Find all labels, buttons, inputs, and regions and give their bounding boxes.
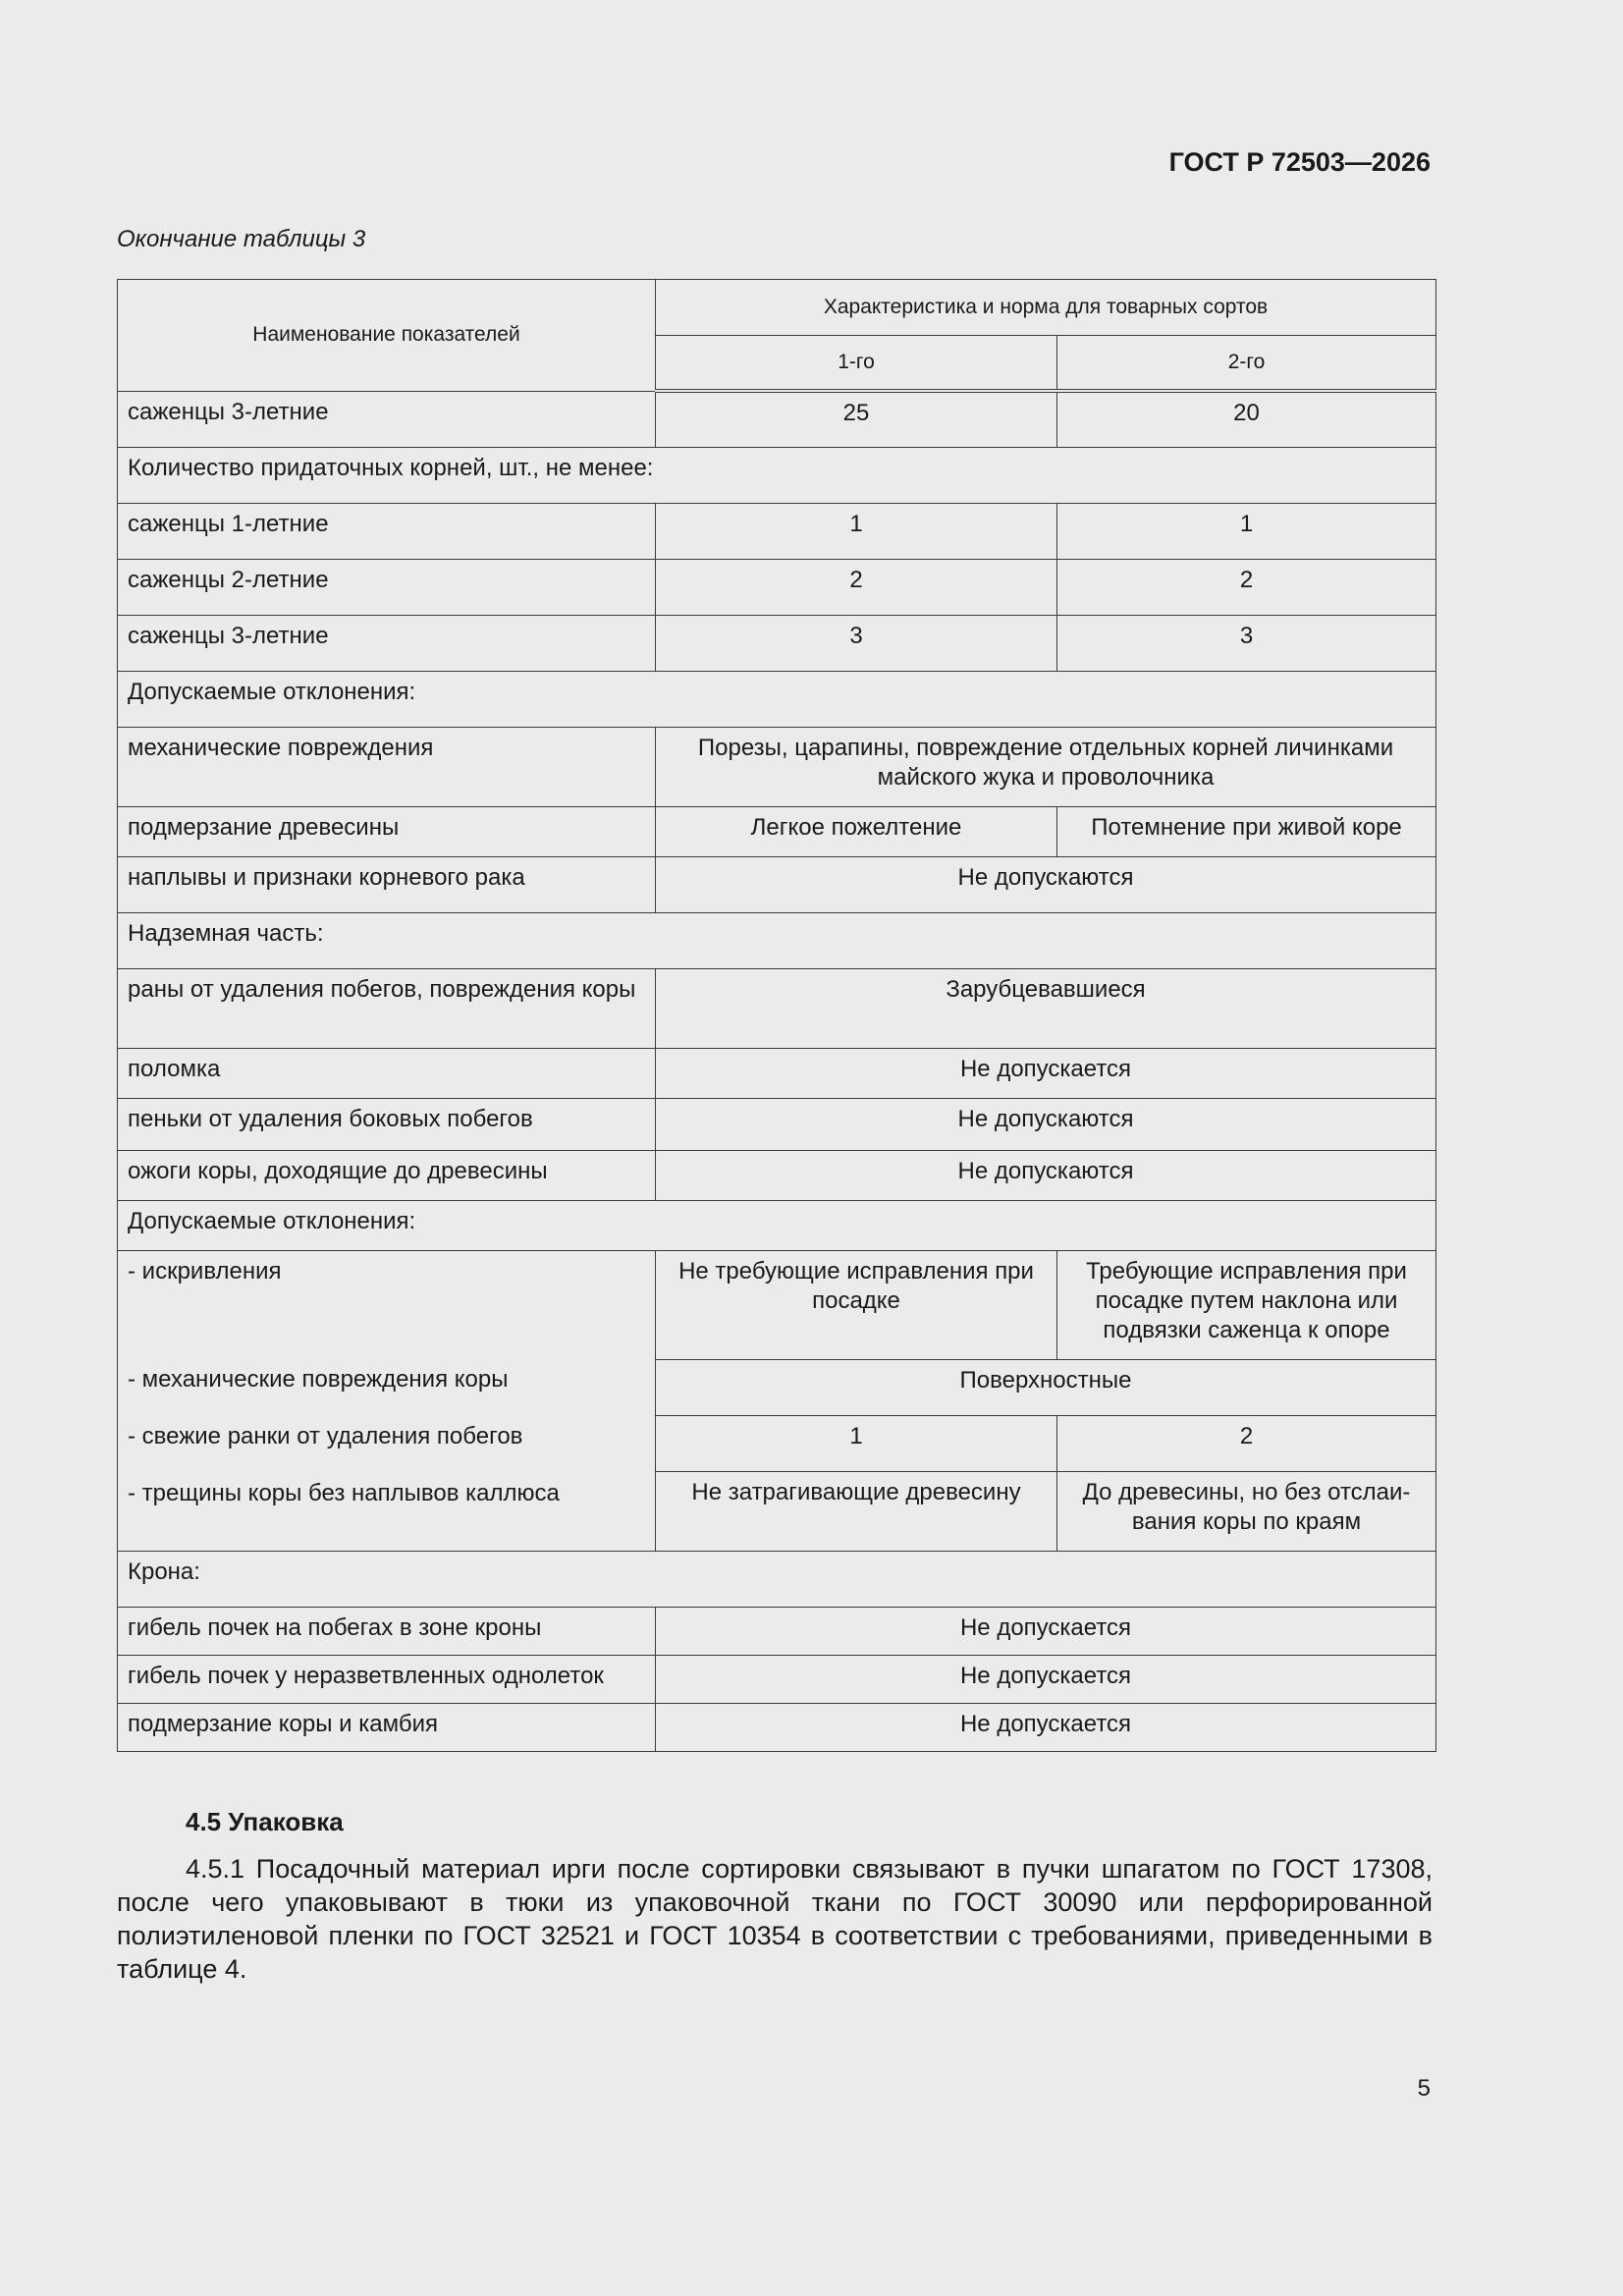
table-row [118,1655,1436,1703]
cell-grade2: Требующие исправления при посадке путем наклона или подвязки саженца к опоре [1057,1250,1436,1359]
cell-merged: Не допускаются [656,1098,1436,1150]
table-row [118,503,1436,559]
row-label: саженцы 3-летние [118,391,656,447]
col-name-header: Наименование показателей [118,280,656,392]
group-header: Характеристика и норма для товарных сортов [656,280,1436,336]
section-heading: 4.5 Упаковка [186,1807,344,1836]
table-header-row [118,280,1436,336]
cell-grade1: 2 [656,559,1057,615]
table-row [118,391,1436,447]
deviation-item: - искривления [128,1257,282,1285]
row-label: поломка [118,1048,656,1098]
cell-grade1: Не затрагивающие древесину [656,1471,1057,1551]
cell-grade1: Не требующие исправления при посадке [656,1250,1057,1359]
section-row [118,1551,1436,1607]
section-label: Количество придаточных корней, шт., не менее: [118,447,1436,503]
cell-grade1: 1 [656,1415,1057,1471]
row-label: саженцы 1-летние [118,503,656,559]
section-label: Допускаемые отклонения: [118,1200,1436,1250]
cell-merged: Не допускается [656,1048,1436,1098]
section-row [118,912,1436,968]
section-label: Допускаемые отклонения: [118,671,1436,727]
document-code: ГОСТ Р 72503—2026 [1168,147,1431,177]
cell-merged: Не допускаются [656,1150,1436,1200]
deviation-list-cell [118,1250,656,1551]
deviation-item: - трещины коры без наплывов каллюса [128,1479,560,1506]
cell-grade2: 2 [1057,559,1436,615]
row-label: гибель почек у неразветвленных однолеток [118,1655,656,1703]
section-label: Крона: [118,1551,1436,1607]
row-label: ожоги коры, доходящие до древесины [118,1150,656,1200]
requirements-table [117,279,1436,1752]
grade2-header: 2-го [1057,336,1436,392]
section-label: Надземная часть: [118,912,1436,968]
cell-merged: Зарубцевавшиеся [656,968,1436,1048]
table-row [118,1150,1436,1200]
table-row [118,1703,1436,1751]
deviation-item: - механические повреждения коры [128,1365,509,1393]
cell-grade2: До древесины, но без отслаи-вания коры по краям [1057,1471,1436,1551]
table-row [118,1048,1436,1098]
cell-merged: Не допускается [656,1703,1436,1751]
table-row [118,727,1436,806]
cell-grade1: Легкое пожелтение [656,806,1057,856]
row-label: подмерзание коры и камбия [118,1703,656,1751]
row-label: механические повреждения [118,727,656,806]
row-label: саженцы 2-летние [118,559,656,615]
deviation-item: - свежие ранки от удаления побегов [128,1422,523,1449]
table-row [118,968,1436,1048]
row-label: наплывы и признаки корневого рака [118,856,656,912]
cell-merged: Поверхностные [656,1359,1436,1415]
cell-grade2: Потемнение при живой коре [1057,806,1436,856]
cell-grade1: 1 [656,503,1057,559]
row-label: гибель почек на побегах в зоне кроны [118,1607,656,1655]
table-row [118,856,1436,912]
cell-grade1: 25 [656,391,1057,447]
section-row [118,447,1436,503]
cell-merged: Не допускается [656,1607,1436,1655]
table-caption: Окончание таблицы 3 [117,226,366,252]
table-row [118,1098,1436,1150]
section-row [118,671,1436,727]
cell-merged: Не допускается [656,1655,1436,1703]
section-paragraph: 4.5.1 Посадочный материал ирги после сортировки связывают в пучки шпагатом по ГОСТ 17308, после чего упаковывают в тюки из упаковочной ткани по ГОСТ 30090 или перфорированной полиэтиленовой пленки по ГОСТ 32521 и ГОСТ 10354 в соответствии с требованиями, приведенными в таблице 4. [117,1854,1433,1984]
table-row [118,806,1436,856]
cell-grade2: 2 [1057,1415,1436,1471]
grade1-header: 1-го [656,336,1057,392]
cell-merged: Не допускаются [656,856,1436,912]
table-row [118,1607,1436,1655]
row-label: подмерзание древесины [118,806,656,856]
section-row [118,1200,1436,1250]
cell-grade2: 1 [1057,503,1436,559]
table-row [118,559,1436,615]
cell-grade1: 3 [656,615,1057,671]
page-number: 5 [1417,2075,1431,2102]
row-label: раны от удаления побегов, повреждения коры [118,968,656,1048]
cell-grade2: 3 [1057,615,1436,671]
cell-grade2: 20 [1057,391,1436,447]
row-label: саженцы 3-летние [118,615,656,671]
table-row [118,615,1436,671]
row-label: пеньки от удаления боковых побегов [118,1098,656,1150]
table-row [118,1250,1436,1359]
cell-merged: Порезы, царапины, повреждение отдельных корней личинками майского жука и проволочника [656,727,1436,806]
